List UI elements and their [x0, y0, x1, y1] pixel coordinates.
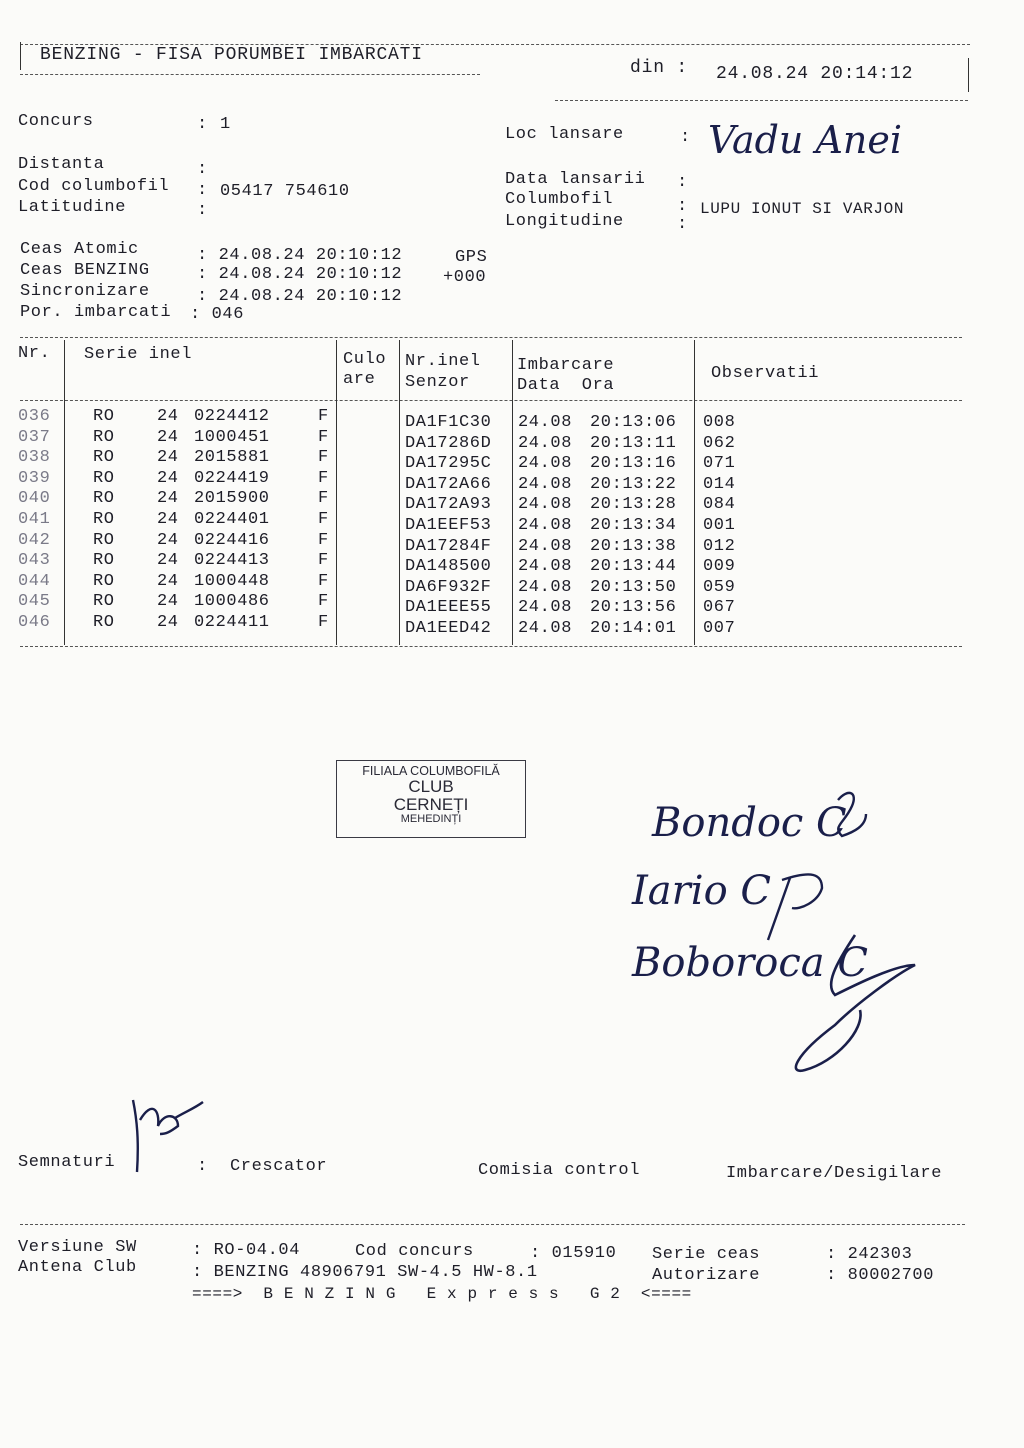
cell-ora: 20:14:01	[590, 619, 677, 638]
cell-serie: 1000486	[194, 592, 270, 612]
table-row	[0, 508, 1000, 535]
table-bottom-rule	[20, 646, 962, 647]
cell-obs: 008	[703, 413, 736, 432]
autorizare-label: Autorizare	[652, 1266, 761, 1285]
col-header-imbarcare-2: Data Ora	[517, 376, 615, 395]
cell-sex: F	[318, 489, 329, 509]
cell-senzor: DA1EED42	[405, 619, 492, 638]
cell-ora: 20:13:22	[590, 474, 677, 494]
cell-senzor: DA1F1C30	[405, 413, 492, 432]
cell-obs: 012	[703, 536, 736, 556]
table-row	[0, 426, 1000, 453]
table-row	[0, 549, 1000, 577]
cell-sex: F	[318, 407, 329, 426]
cell-ora: 20:13:16	[590, 454, 677, 474]
cell-serie: 0224412	[194, 407, 270, 426]
cell-ora: 20:13:44	[590, 557, 677, 577]
cell-sex: F	[318, 448, 329, 468]
cell-an: 24	[157, 427, 179, 447]
benzing-express-brand: ====> B E N Z I N G E x p r e s s G 2 <====	[192, 1285, 692, 1303]
cell-nr: 039	[18, 468, 51, 488]
cell-serie: 2015881	[194, 448, 270, 468]
cell-tara: RO	[93, 448, 115, 468]
crescator-label: Crescator	[230, 1157, 328, 1176]
cell-serie: 0224413	[194, 551, 270, 571]
col-header-nrinel-1: Nr.inel	[405, 352, 481, 371]
cell-senzor: DA1EEE55	[405, 598, 492, 618]
cell-data: 24.08	[518, 598, 573, 618]
ceas-benzing-value: : 24.08.24 20:10:12	[197, 265, 403, 284]
imbarcare-desigilare-label: Imbarcare/Desigilare	[726, 1164, 943, 1183]
cell-sex: F	[318, 592, 329, 612]
columbofil-label: Columbofil	[505, 190, 614, 209]
cell-an: 24	[157, 530, 179, 550]
cell-ora: 20:13:28	[590, 495, 677, 515]
cell-serie: 1000451	[194, 427, 270, 447]
loc-lansare-handwritten: Vadu Anei	[708, 118, 903, 162]
cell-obs: 009	[703, 557, 736, 577]
cell-data: 24.08	[518, 413, 573, 432]
cell-senzor: DA1EEF53	[405, 516, 492, 535]
col-header-observatii: Observatii	[711, 364, 820, 383]
cell-serie: 0224401	[194, 510, 270, 529]
table-row	[0, 570, 1000, 597]
cell-tara: RO	[93, 427, 115, 447]
versiune-sw-value: : RO-04.04	[192, 1241, 301, 1260]
cell-obs: 001	[703, 516, 736, 535]
cod-concurs-value: : 015910	[530, 1244, 617, 1263]
cell-serie: 0224419	[194, 468, 270, 488]
cell-senzor: DA17284F	[405, 536, 492, 556]
ceas-atomic-extra: GPS	[455, 248, 488, 267]
ceas-benzing-label: Ceas BENZING	[20, 261, 150, 280]
cell-nr: 043	[18, 551, 51, 571]
cell-tara: RO	[93, 551, 115, 571]
ceas-benzing-date: 24.08.24 20:10:12	[218, 265, 403, 284]
cell-nr: 046	[18, 613, 51, 632]
cell-ora: 20:13:38	[590, 536, 677, 556]
date-value: 24.08.24 20:14:12	[716, 64, 914, 84]
cell-data: 24.08	[518, 577, 573, 597]
cell-senzor: DA17286D	[405, 433, 492, 453]
cell-data: 24.08	[518, 557, 573, 577]
semnaturi-sep: :	[197, 1157, 208, 1176]
cell-an: 24	[157, 407, 179, 426]
col-header-culoare-1: Culo	[343, 350, 387, 369]
header-left-border	[20, 42, 21, 70]
ceas-atomic-value: : 24.08.24 20:10:12	[197, 246, 403, 265]
comisia-control-label: Comisia control	[478, 1161, 641, 1180]
sincronizare-value: : 24.08.24 20:10:12	[197, 287, 403, 306]
data-lansarii-label: Data lansarii	[505, 170, 646, 189]
cell-ora: 20:13:56	[590, 598, 677, 618]
cell-data: 24.08	[518, 536, 573, 556]
cell-tara: RO	[93, 613, 115, 632]
cell-obs: 007	[703, 619, 736, 638]
cod-columbofil-sep: :	[197, 181, 208, 200]
cell-senzor: DA6F932F	[405, 577, 492, 597]
footer-rule	[20, 1224, 965, 1225]
col-header-nr: Nr.	[18, 344, 51, 363]
cell-an: 24	[157, 571, 179, 591]
porumbei-imbarcati-count: 046	[211, 305, 245, 324]
table-top-rule	[20, 337, 962, 338]
header-bottom-rule-right	[555, 100, 968, 101]
cell-obs: 067	[703, 598, 736, 618]
ceas-atomic-label: Ceas Atomic	[20, 240, 139, 259]
header-bottom-rule	[20, 74, 480, 75]
cell-nr: 040	[18, 489, 51, 509]
stamp-line-4: MEHEDINȚI	[400, 812, 462, 825]
porumbei-imbarcati-value: : 046	[190, 305, 245, 324]
serie-ceas-label: Serie ceas	[652, 1245, 761, 1264]
handwritten-name-2: Iario C	[632, 868, 771, 914]
club-stamp	[336, 760, 526, 838]
table-row	[0, 487, 1000, 515]
table-row	[0, 446, 1000, 474]
cell-serie: 0224411	[194, 613, 270, 632]
table-row	[0, 529, 1000, 556]
cell-an: 24	[157, 489, 179, 509]
cell-data: 24.08	[518, 474, 573, 494]
cell-senzor: DA172A93	[405, 495, 492, 515]
date-label: din :	[630, 58, 689, 78]
cell-ora: 20:13:06	[590, 413, 677, 432]
cell-sex: F	[318, 571, 329, 591]
handwritten-name-3: Boboroca C	[632, 940, 868, 986]
cell-an: 24	[157, 551, 179, 571]
distanta-sep: :	[197, 160, 208, 179]
cell-tara: RO	[93, 468, 115, 488]
stamp-line-2: CLUB	[408, 777, 454, 797]
loc-lansare-sep: :	[680, 128, 691, 147]
col-header-culoare-2: are	[343, 370, 376, 389]
cell-obs: 059	[703, 577, 736, 597]
header-right-border	[968, 58, 969, 92]
columbofil-sep: :	[677, 197, 688, 216]
cell-tara: RO	[93, 489, 115, 509]
cell-an: 24	[157, 613, 179, 632]
cell-tara: RO	[93, 530, 115, 550]
cell-tara: RO	[93, 407, 115, 426]
cell-data: 24.08	[518, 433, 573, 453]
document-title: BENZING - FISA PORUMBEI IMBARCATI	[40, 45, 423, 65]
data-lansarii-sep: :	[677, 173, 688, 192]
cell-senzor: DA17295C	[405, 454, 492, 474]
cell-nr: 045	[18, 592, 51, 612]
cod-concurs-label: Cod concurs	[355, 1242, 474, 1261]
cell-nr: 044	[18, 571, 51, 591]
ceas-atomic-date: 24.08.24 20:10:12	[218, 246, 403, 265]
concurs-sep: :	[197, 115, 208, 134]
cell-ora: 20:13:11	[590, 433, 677, 453]
col-header-serie: Serie inel	[84, 345, 193, 364]
table-row	[0, 405, 1000, 432]
cell-data: 24.08	[518, 495, 573, 515]
longitudine-label: Longitudine	[505, 212, 624, 231]
cell-serie: 0224416	[194, 530, 270, 550]
table-header-rule	[20, 400, 962, 401]
sincronizare-label: Sincronizare	[20, 282, 150, 301]
cell-senzor: DA148500	[405, 557, 492, 577]
cell-an: 24	[157, 592, 179, 612]
cell-data: 24.08	[518, 516, 573, 535]
cell-sex: F	[318, 468, 329, 488]
serie-ceas-value: : 242303	[826, 1245, 913, 1264]
sincronizare-date: 24.08.24 20:10:12	[218, 287, 403, 306]
stamp-line-1: FILIALA COLUMBOFILĂ	[362, 764, 500, 778]
cell-an: 24	[157, 510, 179, 529]
cell-senzor: DA172A66	[405, 474, 492, 494]
semnaturi-label: Semnaturi	[18, 1153, 116, 1172]
cell-nr: 036	[18, 407, 51, 426]
cell-nr: 038	[18, 448, 51, 468]
stamp-line-3: CERNEȚI	[393, 794, 469, 814]
cell-obs: 062	[703, 433, 736, 453]
columbofil-value: LUPU IONUT SI VARJON	[700, 200, 905, 218]
concurs-label: Concurs	[18, 112, 94, 131]
versiune-sw-label: Versiune SW	[18, 1238, 137, 1257]
cell-tara: RO	[93, 571, 115, 591]
latitudine-label: Latitudine	[18, 198, 127, 217]
cell-tara: RO	[93, 592, 115, 612]
cell-nr: 041	[18, 510, 51, 529]
cell-ora: 20:13:50	[590, 577, 677, 597]
cell-an: 24	[157, 448, 179, 468]
cell-obs: 084	[703, 495, 736, 515]
antena-club-label: Antena Club	[18, 1258, 137, 1277]
cell-data: 24.08	[518, 619, 573, 638]
cell-nr: 037	[18, 427, 51, 447]
loc-lansare-label: Loc lansare	[505, 125, 624, 144]
cell-sex: F	[318, 427, 329, 447]
cell-serie: 1000448	[194, 571, 270, 591]
cell-serie: 2015900	[194, 489, 270, 509]
cell-sex: F	[318, 551, 329, 571]
table-row	[0, 467, 1000, 494]
table-row	[0, 590, 1000, 618]
cell-obs: 014	[703, 474, 736, 494]
cell-tara: RO	[93, 510, 115, 529]
cell-sex: F	[318, 530, 329, 550]
cod-columbofil-label: Cod columbofil	[18, 177, 170, 196]
cell-sex: F	[318, 510, 329, 529]
cell-nr: 042	[18, 530, 51, 550]
cell-data: 24.08	[518, 454, 573, 474]
cell-ora: 20:13:34	[590, 516, 677, 535]
antena-club-value: : BENZING 48906791 SW-4.5 HW-8.1	[192, 1263, 538, 1282]
concurs-value: 1	[220, 115, 231, 134]
cell-obs: 071	[703, 454, 736, 474]
ceas-benzing-extra: +000	[443, 268, 487, 287]
cell-sex: F	[318, 613, 329, 632]
latitudine-sep: :	[197, 201, 208, 220]
table-row	[0, 611, 1000, 638]
distanta-label: Distanta	[18, 155, 105, 174]
longitudine-sep: :	[677, 215, 688, 234]
col-header-imbarcare-1: Imbarcare	[517, 356, 615, 375]
handwritten-name-1: Bondoc C	[652, 800, 847, 846]
autorizare-value: : 80002700	[826, 1266, 935, 1285]
col-header-nrinel-2: Senzor	[405, 373, 470, 392]
porumbei-imbarcati-label: Por. imbarcati	[20, 303, 172, 322]
cod-columbofil-value: 05417 754610	[220, 182, 350, 201]
cell-an: 24	[157, 468, 179, 488]
